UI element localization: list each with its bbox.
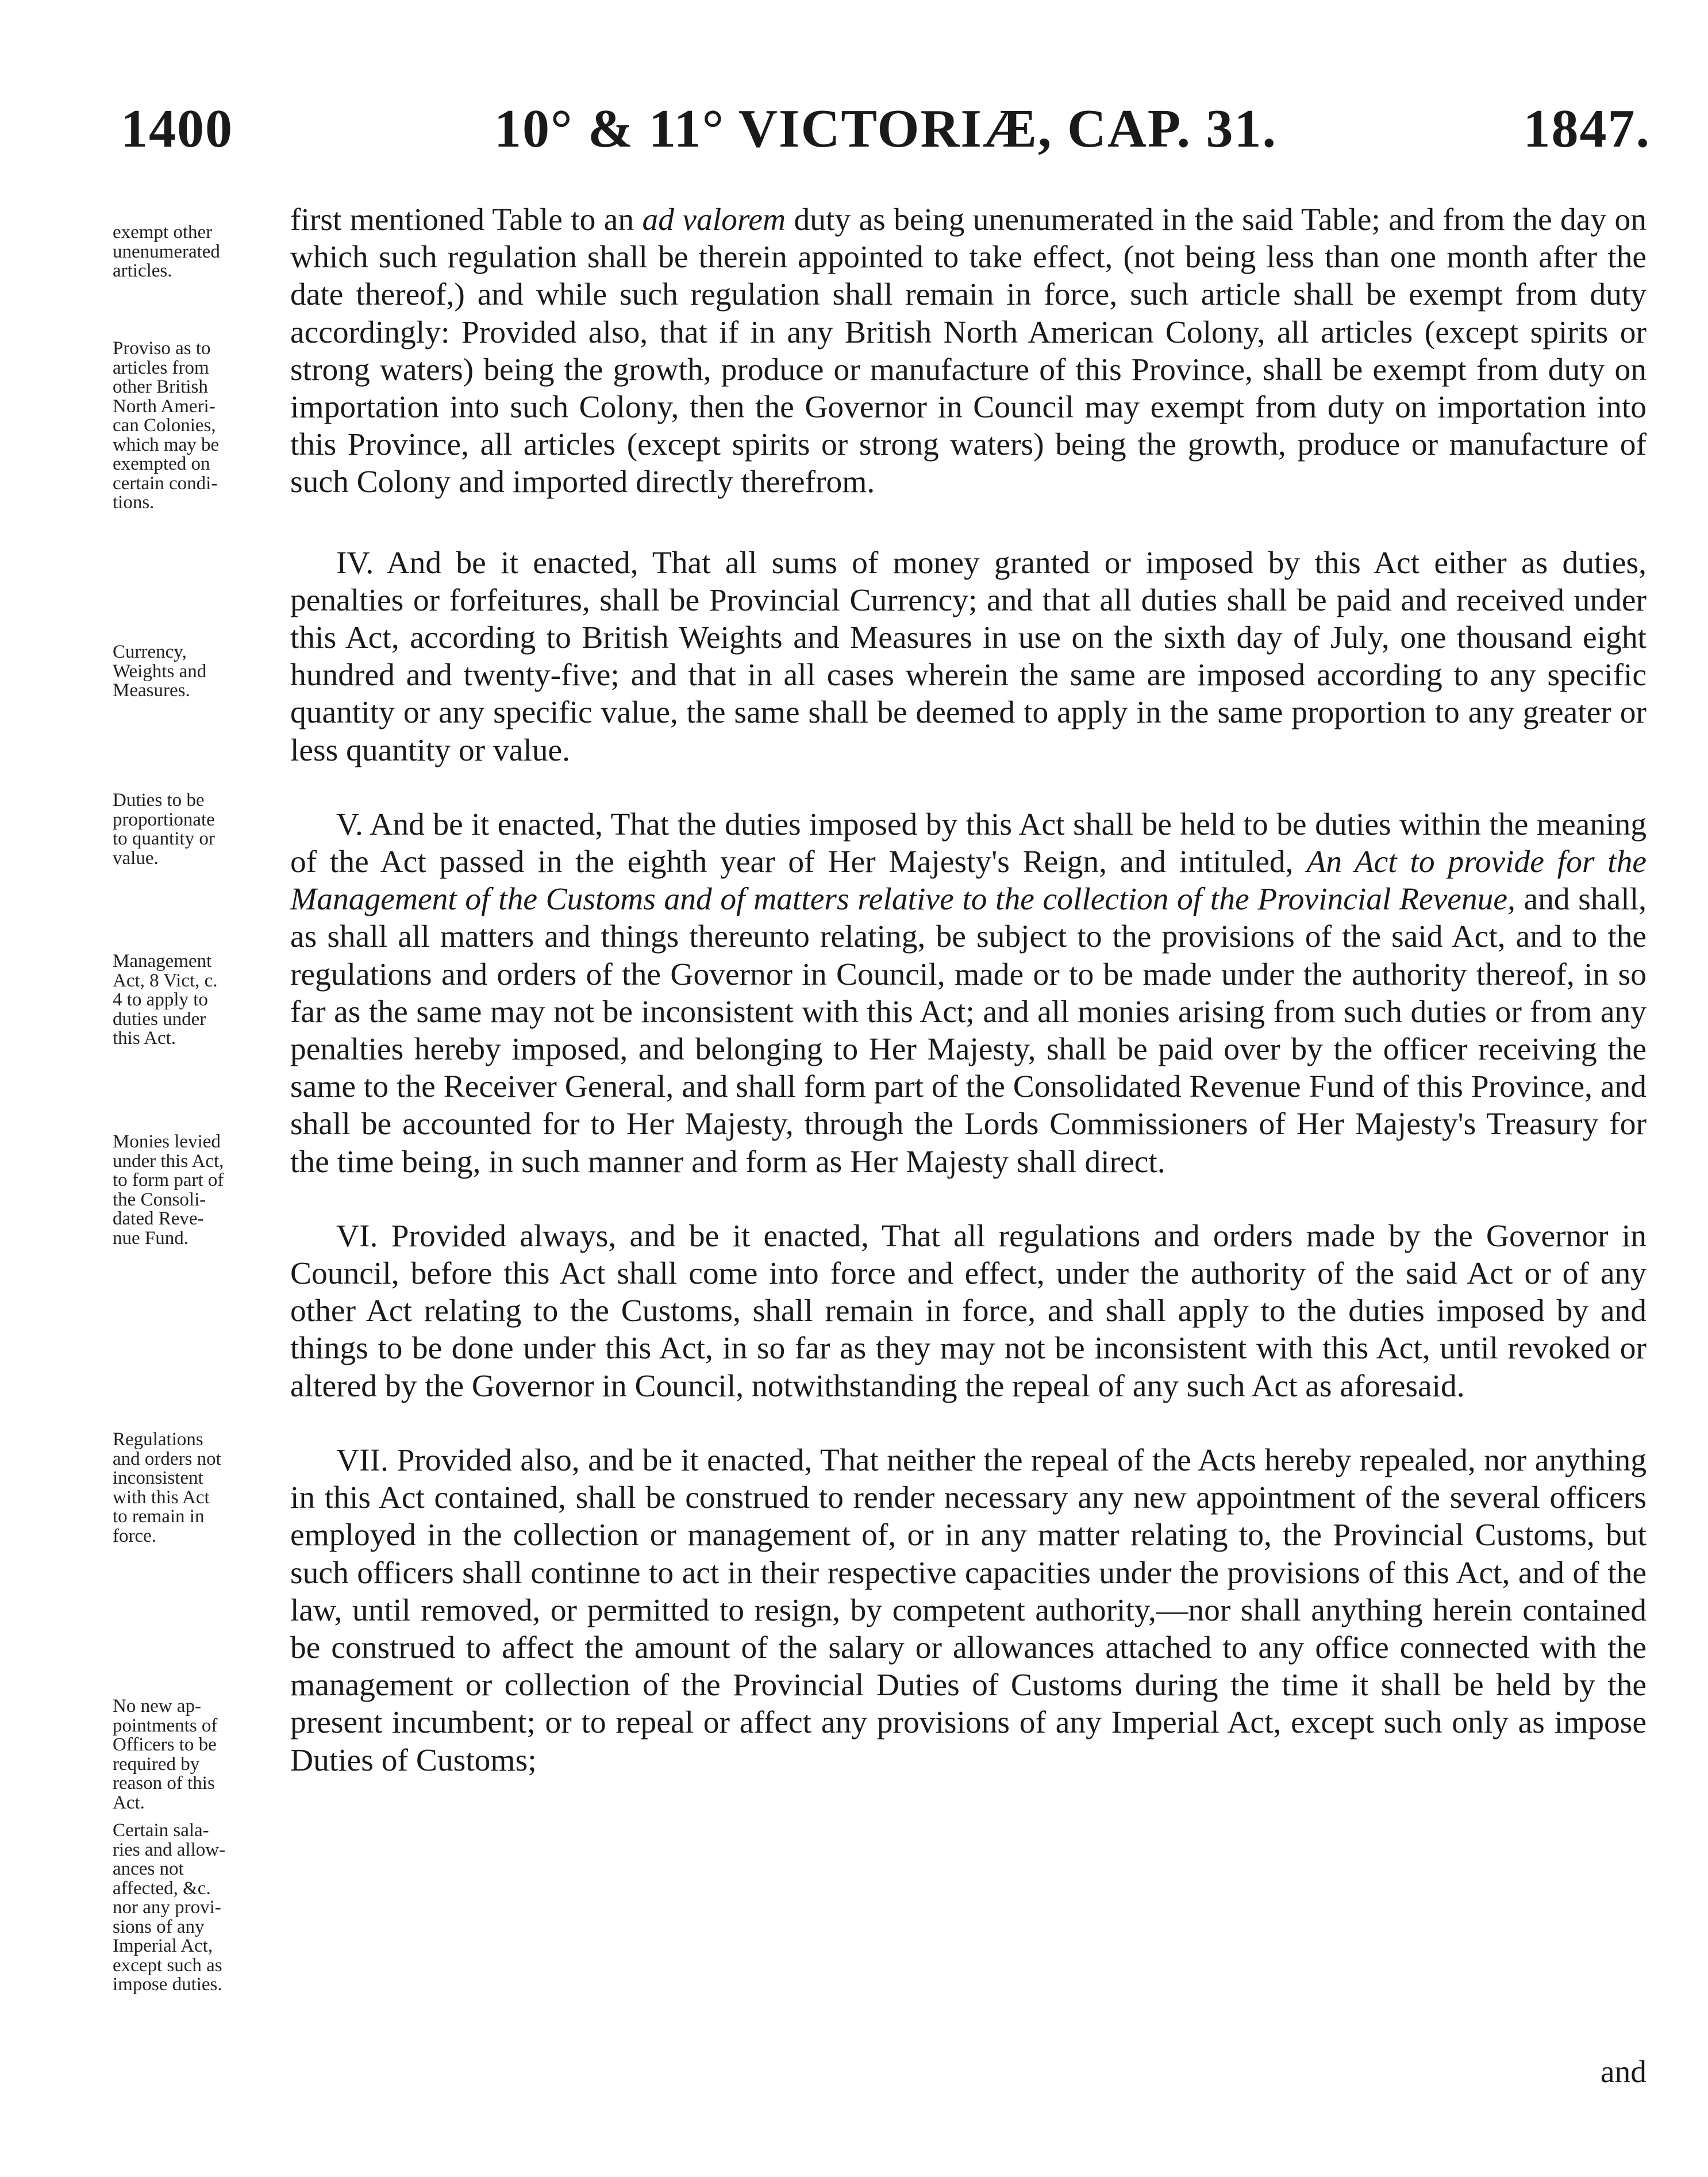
marginal-note-line: the Consoli- <box>113 1189 206 1210</box>
paragraph-text: first mentioned Table to an <box>290 202 634 237</box>
marginal-note-line: Imperial Act, <box>113 1936 213 1956</box>
section-iv: IV. And be it enacted, That all sums of money granted or imposed by this Act either as duties, penalties or forfeitures, shall be Provincial Currency; and that all duties shall be paid and received under this Act, according to British Weights and Measures in use on the sixth day of July, one thousand eight hundred and twenty-five; and that in all cases wherein the same are imposed according to any specific quantity or any specific value, the same shall be deemed to apply in the same proportion to any greater or less quantity or value. <box>290 545 1647 768</box>
body-text <box>290 201 1647 1779</box>
marginal-note-line: exempt other <box>113 222 213 243</box>
marginal-note-line: No new ap- <box>113 1696 201 1717</box>
marginal-note <box>113 1697 279 1813</box>
marginal-note <box>113 1821 279 1995</box>
marginal-note-line: 4 to apply to <box>113 989 208 1010</box>
marginal-note <box>113 1132 279 1248</box>
paragraph-text: and shall, as shall all matters and things thereunto relating, be subject to the provisions of the said Act, and to the regulations and orders of the Governor in Council, made or to be made under the authority thereof, in so far as the same may not be inconsistent with this Act; and all monies arising from such duties or from any penalties hereby imposed, and belonging to Her Majesty, shall be paid over by the officer receiving the same to the Receiver General, and shall form part of the Consolidated Revenue Fund of this Province, and shall be accounted for to Her Majesty, through the Lords Commissioners of Her Majesty's Treasury for the time being, in such manner and form as Her Majesty shall direct. <box>290 882 1647 1180</box>
marginal-note-line: Duties to be <box>113 790 205 811</box>
marginal-note-line: to form part of <box>113 1170 224 1191</box>
marginal-note <box>113 791 279 868</box>
marginal-note-line: Measures. <box>113 680 190 701</box>
marginal-note-line: Management <box>113 951 212 972</box>
marginal-note-line: to quantity or <box>113 828 215 849</box>
marginal-note-line: Officers to be <box>113 1734 217 1755</box>
marginal-note-line: impose duties. <box>113 1974 222 1995</box>
marginal-note-line: sions of any <box>113 1916 205 1937</box>
marginal-note-line: nor any provi- <box>113 1897 221 1918</box>
paragraph-text: V. And be it enacted, That the duties imposed by this Act shall be held to be duties within the meaning of the Act passed in the eighth year of Her Majesty's Reign, and intituled, <box>290 807 1647 880</box>
marginal-note-line: except such as <box>113 1955 222 1976</box>
marginal-note <box>113 223 279 281</box>
marginal-note-line: Act, 8 Vict, c. <box>113 970 218 991</box>
marginal-note-line: Monies levied <box>113 1131 221 1152</box>
section-v <box>290 806 1647 1181</box>
marginal-note-line: Proviso as to <box>113 338 211 359</box>
marginal-note-line: Regulations <box>113 1429 203 1450</box>
header-year: 1847. <box>1523 99 1651 159</box>
marginal-note-line: dated Reve- <box>113 1208 204 1229</box>
marginal-note-line: exempted on <box>113 454 210 474</box>
marginal-note-line: inconsistent <box>113 1468 203 1488</box>
marginal-note <box>113 643 279 701</box>
marginal-note-line: North Ameri- <box>113 396 216 417</box>
marginal-note-line: duties under <box>113 1008 206 1030</box>
marginal-note-line: force. <box>113 1525 157 1546</box>
marginal-note-line: required by <box>113 1753 200 1775</box>
marginal-note <box>113 339 279 513</box>
section-vi: VI. Provided always, and be it enacted, That all regulations and orders made by the Governor in Council, before this Act shall come into force and effect, under the authority of the said Act or of any other Act relating to the Customs, shall remain in force, and shall apply to the duties imposed by and things to be done under this Act, in so far as they may not be inconsistent with this Act, until revoked or altered by the Governor in Council, notwithstanding the repeal of any such Act as aforesaid. <box>290 1218 1647 1404</box>
paragraph-continued <box>290 201 1647 501</box>
marginal-note <box>113 1430 279 1546</box>
marginal-note-line: Currency, <box>113 642 187 662</box>
marginal-note-line: pointments of <box>113 1715 218 1736</box>
running-title: 10° & 11° VICTORIÆ, CAP. 31. <box>494 99 1278 159</box>
marginal-note-line: nue Fund. <box>113 1227 189 1249</box>
marginal-note-line: this Act. <box>113 1028 176 1049</box>
marginal-note-line: certain condi- <box>113 473 218 494</box>
marginal-note-line: unenumerated <box>113 241 220 262</box>
marginal-note-line: under this Act, <box>113 1150 224 1172</box>
marginal-note-line: affected, &c. <box>113 1877 211 1899</box>
marginal-note-line: other British <box>113 377 208 397</box>
marginal-note-line: and orders not <box>113 1448 221 1469</box>
marginal-note-line: proportionate <box>113 809 215 830</box>
italic-phrase: ad valorem <box>642 202 786 237</box>
marginal-note-line: tions. <box>113 492 155 513</box>
page-header <box>121 98 1651 167</box>
marginal-note-line: ances not <box>113 1859 184 1879</box>
marginal-note-line: articles. <box>113 260 172 281</box>
section-vii: VII. Provided also, and be it enacted, That neither the repeal of the Acts hereby repealed, nor anything in this Act contained, shall be construed to render necessary any new appointment of the several officers employed in the collection or management of, or in any matter relating to, the Provincial Customs, but such officers shall continne to act in their respective capacities under the provisions of this Act, and of the law, until removed, or permitted to resign, by competent authority,—nor shall anything herein contained be construed to affect the amount of the salary or allowances attached to any office connected with the management or collection of the Provincial Duties of Customs during the time it shall be held by the present incumbent; or to repeal or affect any provisions of any Imperial Act, except such only as impose Duties of Customs; <box>290 1442 1647 1778</box>
marginal-note-line: to remain in <box>113 1506 205 1527</box>
marginal-note-line: ries and allow- <box>113 1839 226 1860</box>
page-number: 1400 <box>121 99 233 159</box>
paragraph-text: duty as being unenumerated in the said Table; and from the day on which such regulation shall be therein appointed to take effect, (not being less than one month after the date thereof,) and while such regulation shall remain in force, such article shall be exempt from duty accordingly: Provided also, that if in any British North American Colony, all articles (except spirits or strong waters) being the growth, produce or manufacture of this Province, shall be exempt from duty on importation into such Colony, then the Governor in Council may exempt from duty on importation into this Province, all articles (except spirits or strong waters) being the growth, produce or manufacture of such Colony and imported directly therefrom. <box>290 202 1647 500</box>
marginal-note-line: Certain sala- <box>113 1820 209 1841</box>
marginal-note-line: Act. <box>113 1792 145 1813</box>
marginal-note-line: Weights and <box>113 661 207 682</box>
marginal-note-line: articles from <box>113 357 209 378</box>
marginal-note <box>113 952 279 1049</box>
marginal-note-line: with this Act <box>113 1487 210 1508</box>
catchword: and <box>1600 2055 1647 2090</box>
marginal-note-line: can Colonies, <box>113 415 216 436</box>
marginal-note-line: reason of this <box>113 1773 215 1794</box>
marginal-note-line: which may be <box>113 434 220 455</box>
act-title-italic: An Act to provide for the Management of the Customs and of matters relative to the collection of the Provincial Revenue, <box>290 844 1647 917</box>
marginal-note-line: value. <box>113 847 159 869</box>
